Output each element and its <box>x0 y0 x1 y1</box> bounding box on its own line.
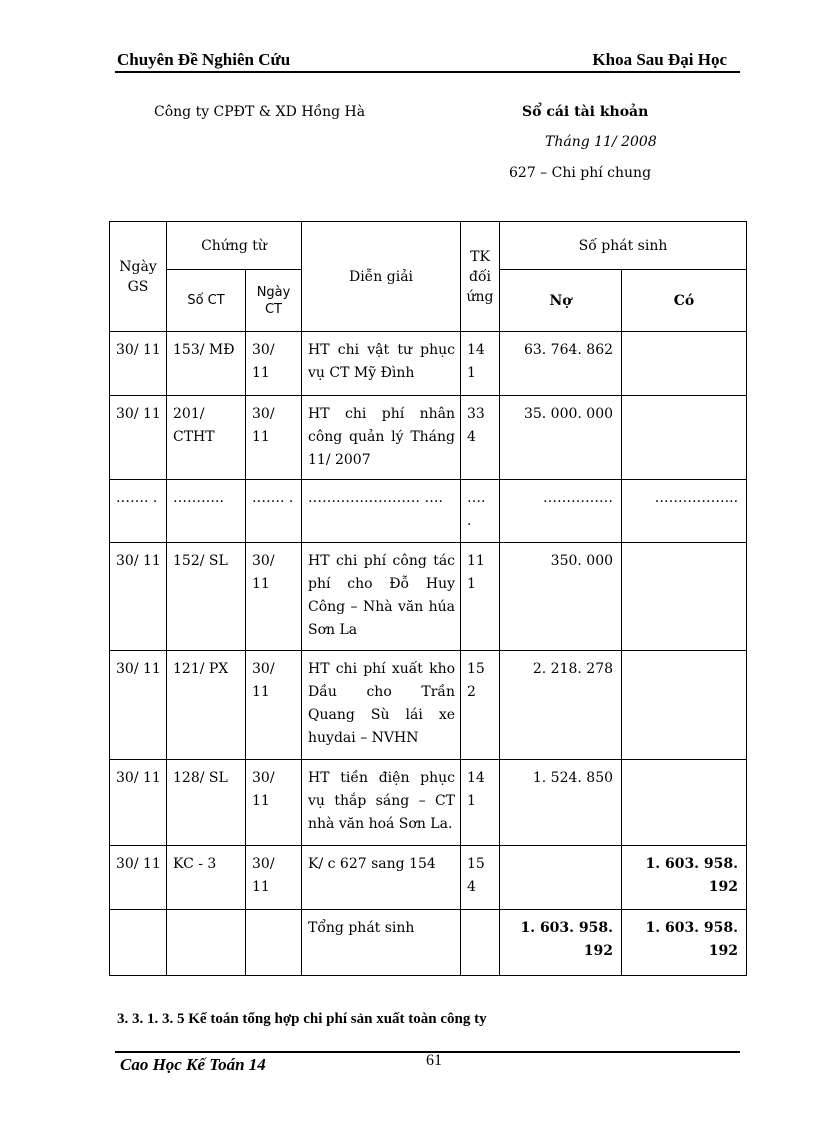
cell-voucher-date: 30/ 11 <box>246 846 302 910</box>
cell-debit: 1. 524. 850 <box>500 760 622 846</box>
company-name: Công ty CPĐT & XD Hồng Hà <box>154 104 366 120</box>
cell-description: K/ c 627 sang 154 <box>302 846 461 910</box>
header-credit: Có <box>622 270 747 332</box>
total-debit: 1. 603. 958. 192 <box>500 910 622 976</box>
cell-description: HT chi phí nhân công quản lý Tháng 11/ 2007 <box>302 396 461 480</box>
cell-description: HT tiền điện phục vụ thắp sáng – CT nhà văn hoá Sơn La. <box>302 760 461 846</box>
cell-voucher-date: 30/ 11 <box>246 760 302 846</box>
header-right-title: Khoa Sau Đại Học <box>592 50 727 69</box>
cell-voucher-no: 153/ MĐ <box>167 332 246 396</box>
cell-description: …………………… …. <box>302 480 461 543</box>
cell-date: 30/ 11 <box>110 651 167 760</box>
page-number: 61 <box>426 1052 442 1069</box>
cell-voucher-date: 30/ 11 <box>246 543 302 651</box>
cell-empty <box>110 910 167 976</box>
cell-voucher-no: ……….. <box>167 480 246 543</box>
table-row <box>110 846 747 910</box>
footer-left-title: Cao Học Kế Toán 14 <box>120 1055 266 1074</box>
cell-empty <box>246 910 302 976</box>
cell-voucher-no: KC - 3 <box>167 846 246 910</box>
header-voucher-date: Ngày CT <box>246 270 302 332</box>
cell-debit: …………… <box>500 480 622 543</box>
cell-counter-account: 14 1 <box>461 332 500 396</box>
table-row <box>110 760 747 846</box>
cell-debit <box>500 846 622 910</box>
cell-empty <box>461 910 500 976</box>
cell-credit <box>622 396 747 480</box>
cell-voucher-date: 30/ 11 <box>246 651 302 760</box>
cell-voucher-date: 30/ 11 <box>246 332 302 396</box>
header-amount: Số phát sinh <box>500 222 747 270</box>
cell-voucher-no: 128/ SL <box>167 760 246 846</box>
cell-date: 30/ 11 <box>110 332 167 396</box>
table-row <box>110 332 747 396</box>
table-row <box>110 480 747 543</box>
cell-credit <box>622 760 747 846</box>
ledger-account: 627 – Chi phí chung <box>509 165 652 181</box>
cell-debit: 63. 764. 862 <box>500 332 622 396</box>
header-date-gs: Ngày GS <box>110 222 167 332</box>
cell-voucher-no: 121/ PX <box>167 651 246 760</box>
cell-counter-account: 11 1 <box>461 543 500 651</box>
header-debit: Nợ <box>500 270 622 332</box>
cell-counter-account: 15 4 <box>461 846 500 910</box>
total-row <box>110 910 747 976</box>
cell-description: HT chi phí công tác phí cho Đỗ Huy Công – Nhà văn húa Sơn La <box>302 543 461 651</box>
cell-date: ……. . <box>110 480 167 543</box>
section-heading: 3. 3. 1. 3. 5 Kế toán tổng hợp chi phí sản xuất toàn công ty <box>117 1011 487 1027</box>
cell-debit: 2. 218. 278 <box>500 651 622 760</box>
ledger-table <box>109 221 747 976</box>
ledger-month: Tháng 11/ 2008 <box>545 134 657 150</box>
header-divider <box>115 71 740 73</box>
header-voucher-no: Số CT <box>167 270 246 332</box>
cell-voucher-no: 201/ CTHT <box>167 396 246 480</box>
cell-empty <box>167 910 246 976</box>
cell-debit: 35. 000. 000 <box>500 396 622 480</box>
ledger-title: Sổ cái tài khoản <box>522 104 649 120</box>
cell-credit <box>622 332 747 396</box>
cell-credit <box>622 543 747 651</box>
cell-date: 30/ 11 <box>110 846 167 910</box>
total-label: Tổng phát sinh <box>302 910 461 976</box>
cell-credit <box>622 651 747 760</box>
cell-counter-account: 14 1 <box>461 760 500 846</box>
table-row <box>110 651 747 760</box>
cell-date: 30/ 11 <box>110 396 167 480</box>
cell-voucher-date: 30/ 11 <box>246 396 302 480</box>
cell-voucher-no: 152/ SL <box>167 543 246 651</box>
cell-credit: 1. 603. 958. 192 <box>622 846 747 910</box>
total-credit: 1. 603. 958. 192 <box>622 910 747 976</box>
cell-voucher-date: ……. . <box>246 480 302 543</box>
cell-counter-account: …. . <box>461 480 500 543</box>
cell-credit: ……………... <box>622 480 747 543</box>
cell-debit: 350. 000 <box>500 543 622 651</box>
header-voucher: Chứng từ <box>167 222 302 270</box>
table-row <box>110 396 747 480</box>
cell-description: HT chi vật tư phục vụ CT Mỹ Đình <box>302 332 461 396</box>
header-description: Diễn giải <box>302 222 461 332</box>
cell-counter-account: 33 4 <box>461 396 500 480</box>
cell-date: 30/ 11 <box>110 760 167 846</box>
header-left-title: Chuyên Đề Nghiên Cứu <box>117 50 291 69</box>
cell-counter-account: 15 2 <box>461 651 500 760</box>
cell-date: 30/ 11 <box>110 543 167 651</box>
table-row <box>110 543 747 651</box>
header-counter-account: TK đối ứng <box>461 222 500 332</box>
cell-description: HT chi phí xuất kho Dầu cho Trần Quang Sù lái xe huydai – NVHN <box>302 651 461 760</box>
